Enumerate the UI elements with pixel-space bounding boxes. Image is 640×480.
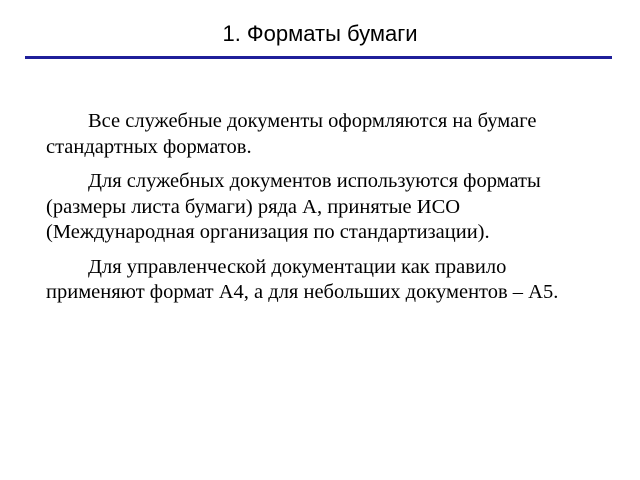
slide-title: 1. Форматы бумаги (222, 21, 418, 46)
paragraph-a4-a5: Для управленческой документации как правило применяют формат А4, а для небольших документов – А5. (46, 255, 559, 303)
title-divider (25, 56, 612, 59)
slide-body (46, 109, 606, 315)
paragraph-standard-formats: Все служебные документы оформляются на бумаге стандартных форматов. (46, 110, 537, 158)
paragraph-iso-series-a: Для служебных документов используются форматы (размеры листа бумаги) ряда А, принятые ИСО (Международная организация по стандартизации). (46, 170, 541, 243)
